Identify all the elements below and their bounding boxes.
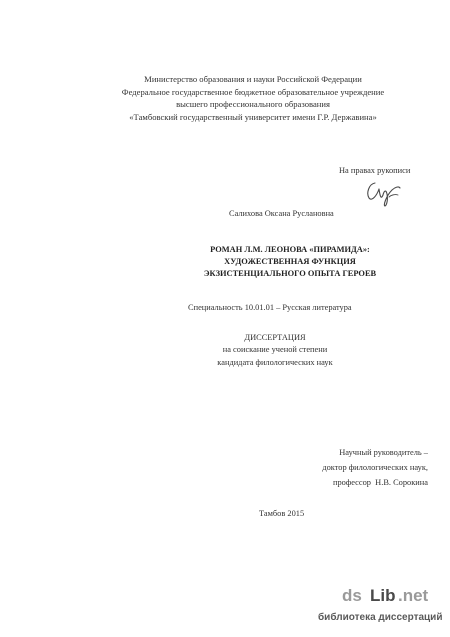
degree-line-2: кандидата филологических наук (217, 357, 333, 367)
dslib-logo (318, 586, 448, 608)
city-year: Тамбов 2015 (259, 509, 305, 518)
dissertation-heading: ДИССЕРТАЦИЯ (244, 333, 306, 342)
signature-image (365, 177, 401, 207)
watermark-subtitle: библиотека диссертаций (318, 612, 443, 623)
degree-line-1: на соискание ученой степени (222, 345, 328, 355)
title-line-2: ХУДОЖЕСТВЕННАЯ ФУНКЦИЯ (224, 257, 356, 267)
dslib-watermark (318, 586, 448, 623)
logo-net-text: .net (398, 586, 429, 605)
degree-block (200, 332, 350, 369)
specialty-line: Специальность 10.01.01 – Русская литература (188, 303, 352, 312)
ministry-line: Министерство образования и науки Российской Федерации (144, 74, 362, 84)
education-level-line: высшего профессионального образования (176, 99, 330, 110)
advisor-role: Научный руководитель – (339, 448, 428, 457)
title-line-3: ЭКЗИСТЕНЦИАЛЬНОГО ОПЫТА ГЕРОЕВ (203, 269, 377, 279)
logo-lib-text: Lib (370, 586, 396, 605)
university-name-line: «Тамбовский государственный университет имени Г.Р. Державина» (129, 111, 377, 122)
logo-ds-text: ds (342, 586, 362, 605)
manuscript-note: На правах рукописи (339, 166, 411, 175)
advisor-block (322, 446, 428, 490)
advisor-name: профессор Н.В. Сорокина (332, 477, 428, 487)
dissertation-title (190, 244, 390, 281)
institution-type-line: Федеральное государственное бюджетное образовательное учреждение (121, 86, 385, 97)
institution-header (0, 73, 450, 123)
title-line-1: РОМАН Л.М. ЛЕОНОВА «ПИРАМИДА»: (210, 245, 370, 254)
advisor-degree: доктор филологических наук, (322, 462, 428, 472)
author-name: Салихова Оксана Руслановна (229, 209, 334, 218)
